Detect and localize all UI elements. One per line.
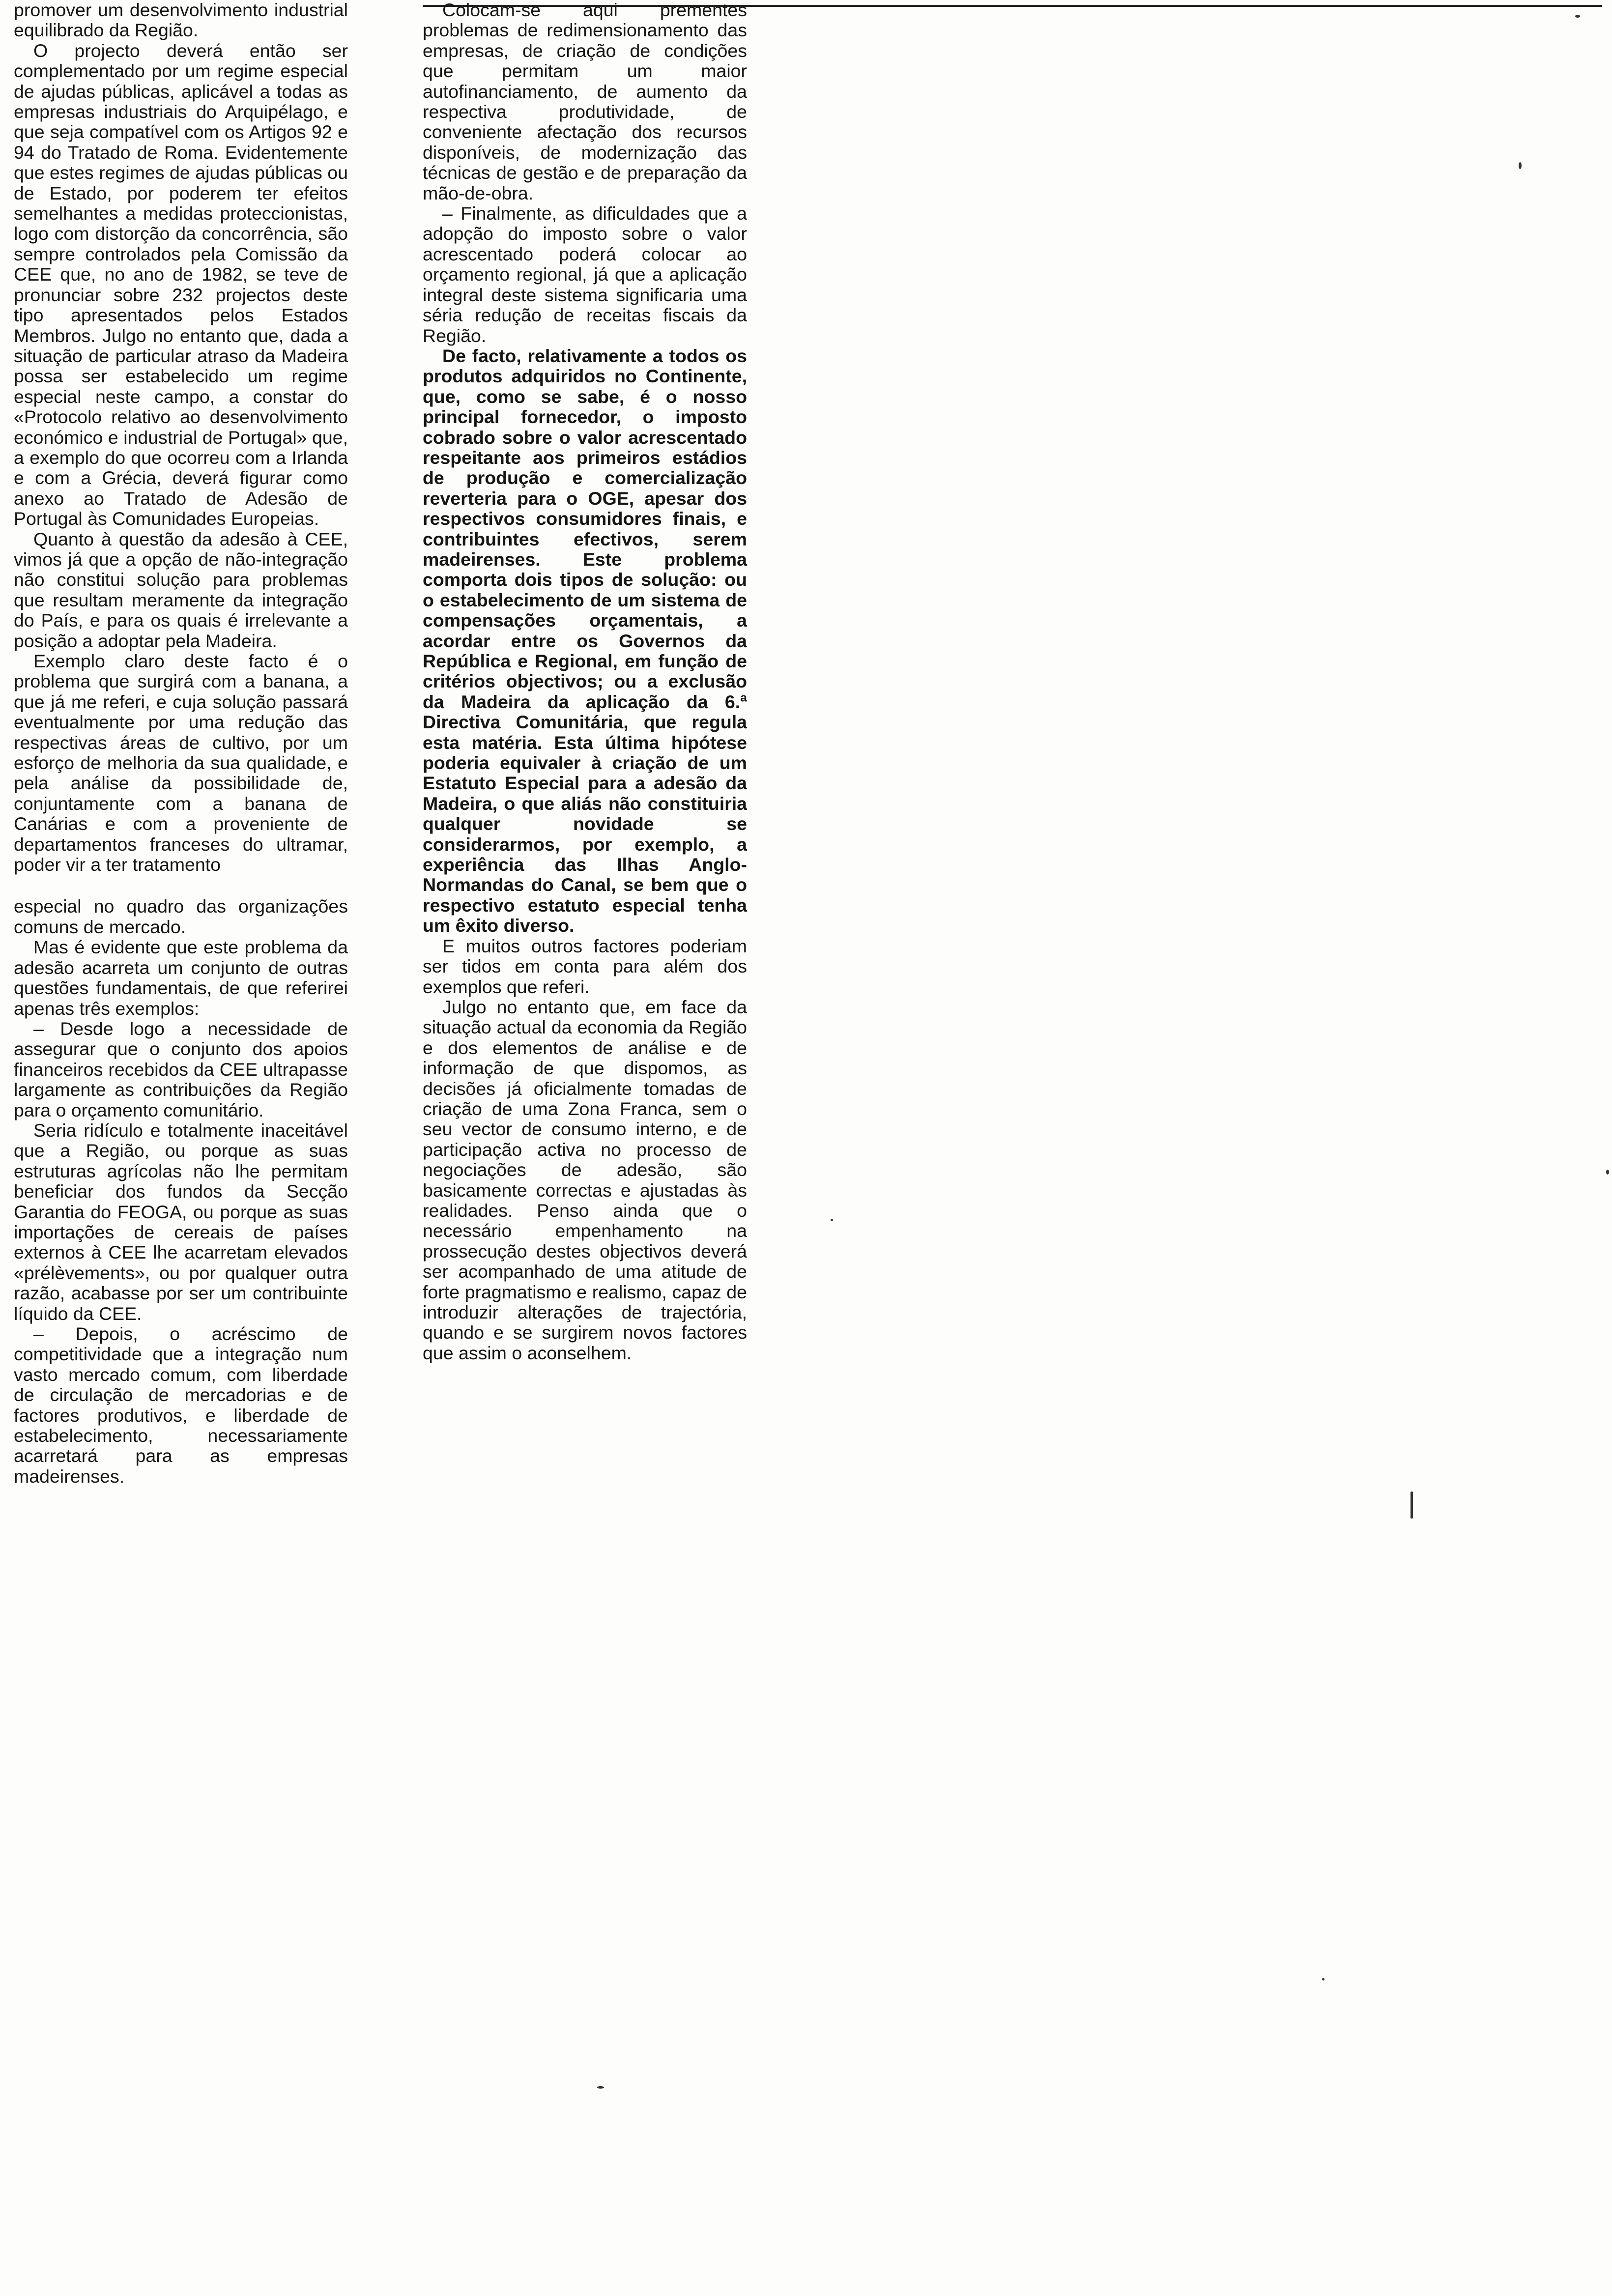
paragraph: – Depois, o acréscimo de competitividade que a integração num vasto mercado comum, com liberdade de circulação de mercadorias e de factores produtivos, e liberdade de estabelecimento, necessariamente acarretará para as empresas madeirenses. [14,1323,348,1487]
paragraph: E muitos outros factores poderiam ser tidos em conta para além dos exemplos que referi. [423,935,747,997]
paragraph: De facto, relativamente a todos os produtos adquiridos no Continente, que, como se sabe, é o nosso principal fornecedor, o imposto cobrado sobre o valor acrescentado respeitante aos primeiros estádios de produção e comercialização reverteria para o OGE, apesar dos respectivos consumidores finais, e contribuintes efectivos, serem madeirenses. Este problema comporta dois tipos de solução: ou o estabelecimento de um sistema de compensações orçamentais, a acordar entre os Governos da República e Regional, em função de critérios objectivos; ou a exclusão da Madeira da aplicação da 6.ª Directiva Comunitária, que regula esta matéria. Esta última hipótese poderia equivaler à criação de um Estatuto Especial para a adesão da Madeira, o que aliás não constituiria qualquer novidade se considerarmos, por exemplo, a experiência das Ilhas Anglo-Normandas do Canal, se bem que o respectivo estatuto especial tenha um êxito diverso. [423,345,747,936]
paragraph: – Desde logo a necessidade de assegurar que o conjunto dos apoios financeiros recebidos da CEE ultrapasse largamente as contribuições da Região para o orçamento comunitário. [14,1018,348,1120]
scan-speck [597,2086,604,2089]
scan-speck [1322,1978,1324,1980]
paragraph: Exemplo claro deste facto é o problema que surgirá com a banana, a que já me referi, e cuja solução passará eventualmente por uma redução das respectivas áreas de cultivo, por um esforço de melhoria da sua qualidade, e pela análise da possibilidade de, conjuntamente com a banana de Canárias e com a proveniente de departamentos franceses do ultramar, poder vir a ter tratamento [14,651,348,875]
paragraph: Mas é evidente que este problema da adesão acarreta um conjunto de outras questões fundamentais, de que referirei apenas três exemplos: [14,937,348,1019]
paragraph: O projecto deverá então ser complementado por um regime especial de ajudas públicas, aplicável a todas as empresas industriais do Arquipélago, e que seja compatível com os Artigos 92 e 94 do Tratado de Roma. Evidentemente que estes regimes de ajudas públicas ou de Estado, por poderem ter efeitos semelhantes a medidas proteccionistas, logo com distorção da concorrência, são sempre controlados pela Comissão da CEE que, no ano de 1982, se teve de pronunciar sobre 232 projectos deste tipo apresentados pelos Estados Membros. Julgo no entanto que, dada a situação de particular atraso da Madeira possa ser estabelecido um regime especial neste campo, a constar do «Protocolo relativo ao desenvolvimento económico e industrial de Portugal» que, a exemplo do que ocorreu com a Irlanda e com a Grécia, deverá figurar como anexo ao Tratado de Adesão de Portugal às Comunidades Europeias. [14,40,348,529]
paragraph: Julgo no entanto que, em face da situação actual da economia da Região e dos elementos de análise e de informação de que dispomos, as decisões já oficialmente tomadas de criação de uma Zona Franca, sem o seu vector de consumo interno, e de participação activa no processo de negociações de adesão, são basicamente correctas e ajustadas às realidades. Penso ainda que o necessário empenhamento na prossecução destes objectivos deverá ser acompanhado de uma atitude de forte pragmatismo e realismo, capaz de introduzir alterações de trajectória, quando e se surgirem novos factores que assim o aconselhem. [423,996,747,1363]
paragraph: promover um desenvolvimento industrial equilibrado da Região. [14,0,348,41]
paragraph: Quanto à questão da adesão à CEE, vimos já que a opção de não-integração não constitui solução para problemas que resultam meramente da integração do País, e para os quais é irrelevante a posição a adoptar pela Madeira. [14,528,348,651]
scan-speck [1519,162,1522,169]
scan-speck [1575,15,1580,18]
text-column-right [423,0,747,1363]
scan-speck [1606,1170,1609,1175]
column-break-space [14,875,348,896]
paragraph: especial no quadro das organizações comuns de mercado. [14,896,348,937]
text-column-left [14,0,348,1487]
scan-speck [831,1219,833,1221]
paragraph: Colocam-se aqui prementes problemas de redimensionamento das empresas, de criação de condições que permitam um maior autofinanciamento, de aumento da respectiva produtividade, de conveniente afectação dos recursos disponíveis, de modernização das técnicas de gestão e de preparação da mão-de-obra. [423,0,747,203]
paragraph: Seria ridículo e totalmente inaceitável que a Região, ou porque as suas estruturas agrícolas não lhe permitam beneficiar dos fundos da Secção Garantia do FEOGA, ou porque as suas importações de cereais de países externos à CEE lhe acarretam elevados «prélèvements», ou por qualquer outra razão, acabasse por ser um contribuinte líquido da CEE. [14,1119,348,1324]
paragraph: – Finalmente, as dificuldades que a adopção do imposto sobre o valor acrescentado poderá colocar ao orçamento regional, já que a aplicação integral deste sistema significaria uma séria redução de receitas fiscais da Região. [423,203,747,346]
scan-speck [1410,1492,1413,1519]
